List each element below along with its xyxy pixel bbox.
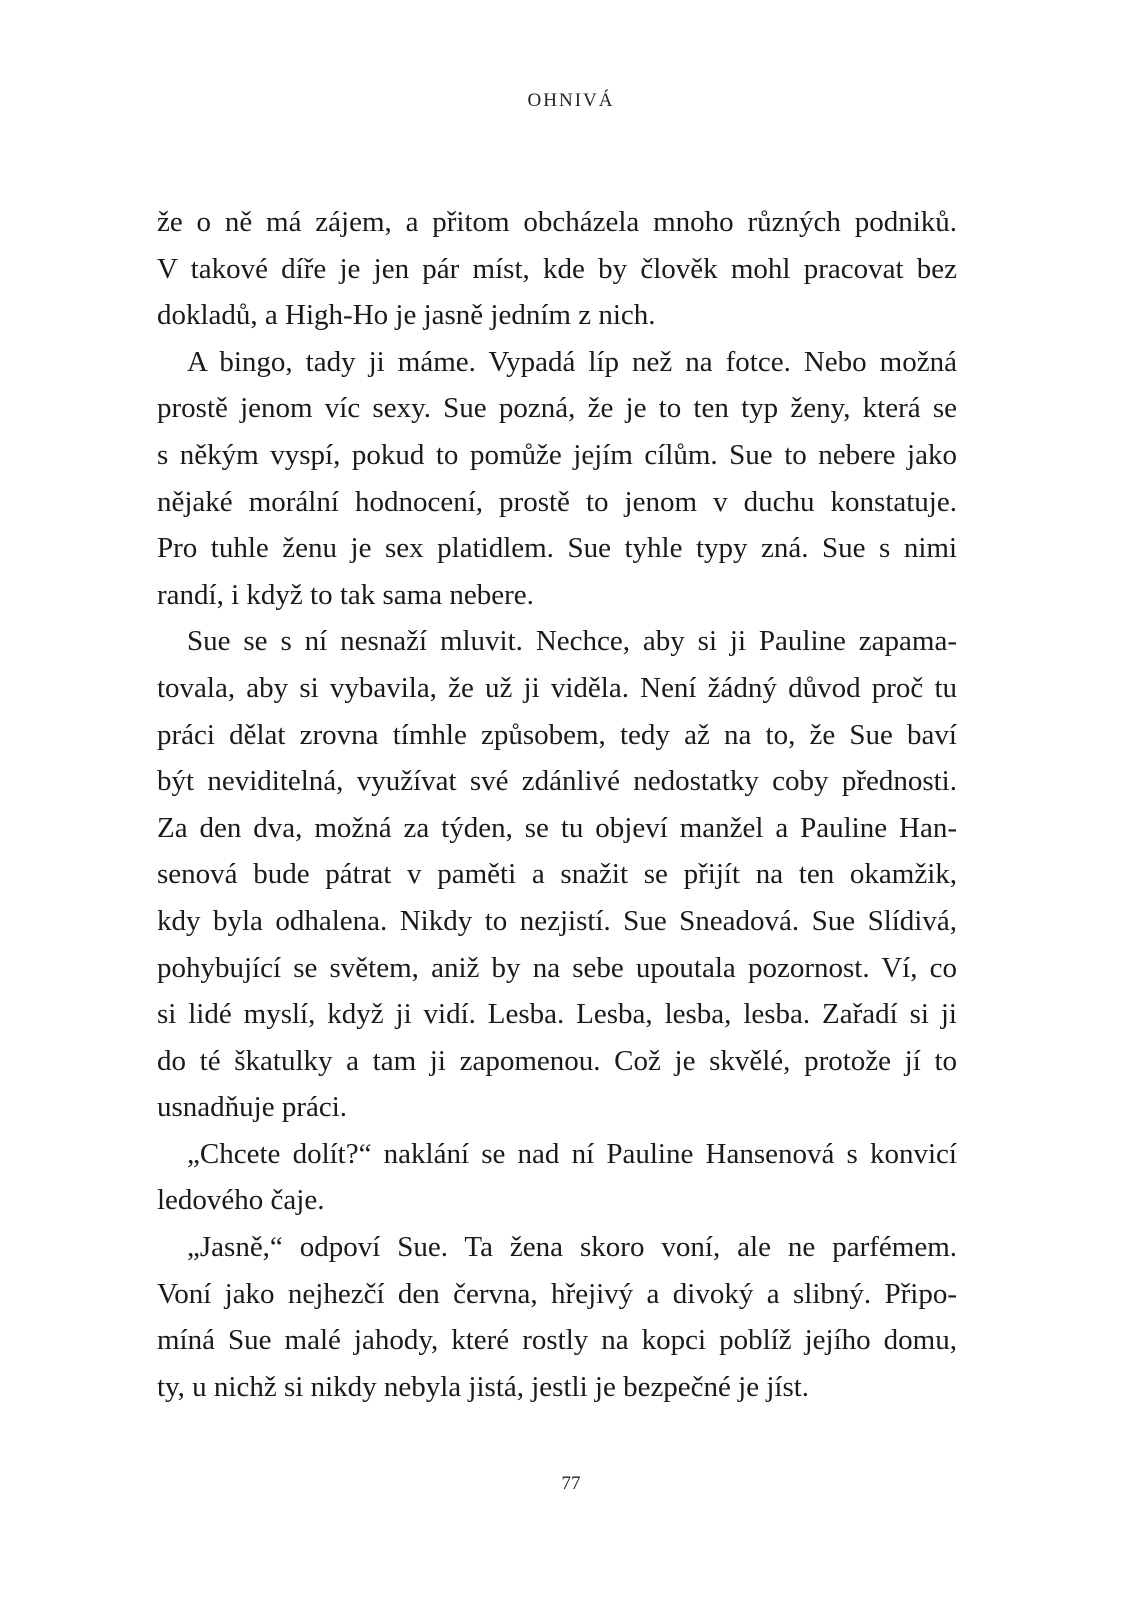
text-line: že o ně má zájem, a přitom obcházela mnoho různých podniků. (157, 206, 957, 238)
body-text (157, 199, 957, 1410)
text-line: randí, i když to tak sama nebere. (157, 578, 534, 611)
paragraph (157, 618, 957, 1131)
text-line: prostě jenom víc sexy. Sue pozná, že je to ten typ ženy, která se (157, 392, 957, 425)
text-line: být neviditelná, využívat své zdánlivé nedostatky coby přednosti. (157, 765, 957, 798)
text-line: do té škatulky a tam ji zapomenou. Což je skvělé, protože jí to (157, 1044, 957, 1077)
text-line: kdy byla odhalena. Nikdy to nezjistí. Sue Sneadová. Sue Slídivá, (157, 904, 957, 937)
text-line: usnadňuje práci. (157, 1091, 348, 1124)
text-line: senová bude pátrat v paměti a snažit se přijít na ten okamžik, (157, 858, 957, 891)
text-line: Pro tuhle ženu je sex platidlem. Sue tyhle typy zná. Sue s nimi (157, 532, 957, 565)
text-line: míná Sue malé jahody, které rostly na kopci poblíž jejího domu, (157, 1324, 957, 1357)
page-number: 77 (561, 1473, 581, 1494)
text-line: V takové díře je jen pár míst, kde by člověk mohl pracovat bez (157, 252, 957, 285)
running-head: OHNIVÁ (527, 90, 615, 111)
text-line: A bingo, tady ji máme. Vypadá líp než na fotce. Nebo možná (187, 345, 957, 378)
text-line: s někým vyspí, pokud to pomůže jejím cílům. Sue to nebere jako (157, 438, 957, 471)
text-line: dokladů, a High-Ho je jasně jedním z nich. (157, 299, 656, 332)
text-line: tovala, aby si vybavila, že už ji viděla. Není žádný důvod proč tu (157, 671, 957, 704)
text-line: ty, u nichž si nikdy nebyla jistá, jestli je bezpečné je jíst. (157, 1370, 810, 1403)
text-line: „Chcete dolít?“ naklání se nad ní Pauline Hansenová s konvicí (187, 1137, 957, 1170)
text-line: „Jasně,“ odpoví Sue. Ta žena skoro voní, ale ne parfémem. (187, 1231, 957, 1264)
text-line: Voní jako nejhezčí den června, hřejivý a divoký a slibný. Připo- (157, 1277, 957, 1310)
text-line: Sue se s ní nesnaží mluvit. Nechce, aby si ji Pauline zapama- (187, 625, 957, 658)
text-line: nějaké morální hodnocení, prostě to jenom v duchu konstatuje. (157, 485, 957, 518)
text-line: Za den dva, možná za týden, se tu objeví manžel a Pauline Han- (157, 811, 957, 844)
text-line: práci dělat zrovna tímhle způsobem, tedy až na to, že Sue baví (157, 718, 957, 751)
paragraph (157, 199, 957, 339)
paragraph (157, 339, 957, 619)
paragraph (157, 1131, 957, 1224)
text-line: ledového čaje. (157, 1184, 325, 1217)
text-line: pohybující se světem, aniž by na sebe upoutala pozornost. Ví, co (157, 951, 957, 984)
text-line: si lidé myslí, když ji vidí. Lesba. Lesba, lesba, lesba. Zařadí si ji (157, 998, 957, 1031)
paragraph (157, 1224, 957, 1410)
